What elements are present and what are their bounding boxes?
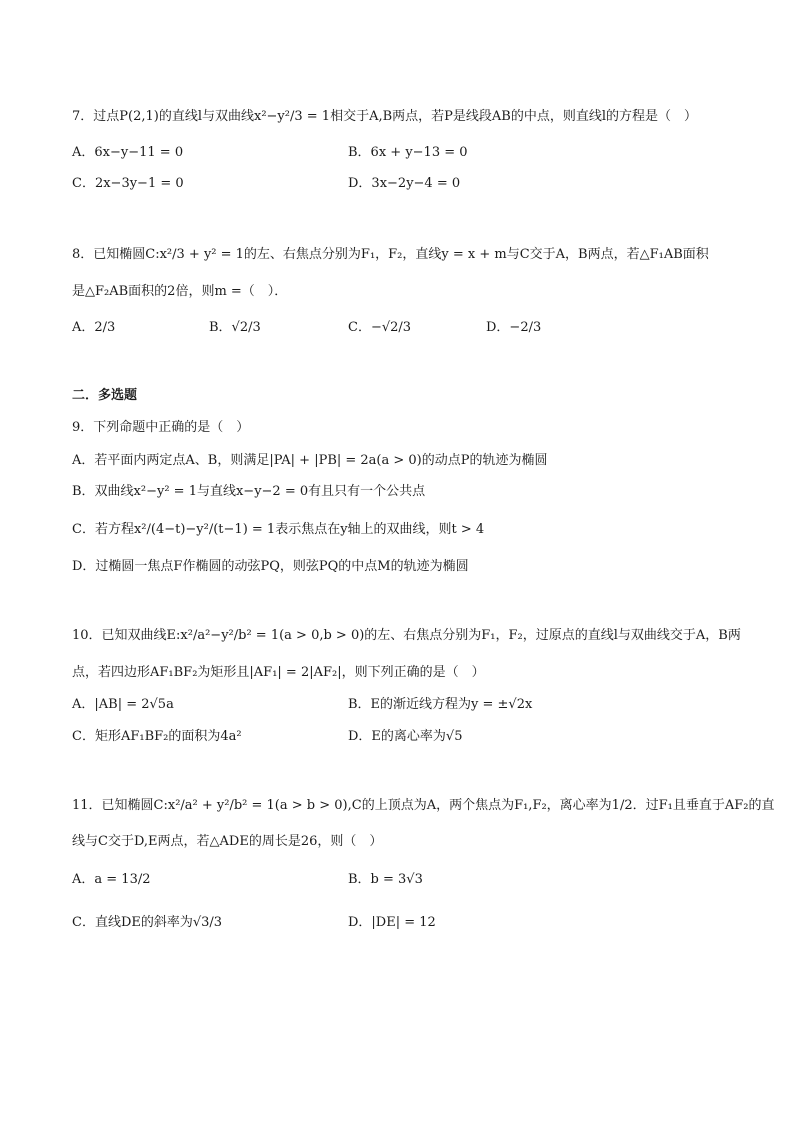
question-8-stem-line1: 8．已知椭圆C:x²/3 + y² = 1的左、右焦点分别为F₁，F₂，直线y = x + m与C交于A，B两点，若△F₁AB面积 — [72, 247, 709, 262]
section-heading-multiple-choice: 二．多选题 — [72, 388, 138, 403]
question-7-option-c: C．2x−3y−1 = 0 — [72, 176, 184, 191]
question-8-option-c: C．−√2/3 — [348, 320, 412, 335]
question-10-option-b: B．E的渐近线方程为y = ±√2x — [348, 697, 533, 712]
question-11-option-c: C．直线DE的斜率为√3/3 — [72, 915, 223, 930]
question-11-option-a: A．a = 13/2 — [72, 872, 151, 887]
question-11-option-d: D．|DE| = 12 — [348, 915, 436, 930]
question-7-option-a: A．6x−y−11 = 0 — [72, 145, 184, 160]
question-9-stem: 9．下列命题中正确的是（ ） — [72, 420, 250, 435]
question-9-option-a: A．若平面内两定点A、B，则满足|PA| + |PB| = 2a(a > 0)的动点P的轨迹为椭圆 — [72, 453, 548, 468]
question-10-stem-line2: 点，若四边形AF₁BF₂为矩形且|AF₁| = 2|AF₂|，则下列正确的是（ ） — [72, 665, 485, 680]
question-8-option-d: D．−2/3 — [486, 320, 542, 335]
question-7-option-b: B．6x + y−13 = 0 — [348, 145, 468, 160]
question-7-option-d: D．3x−2y−4 = 0 — [348, 176, 461, 191]
question-9-option-c: C．若方程x²/(4−t)−y²/(t−1) = 1表示焦点在y轴上的双曲线，则t > 4 — [72, 522, 485, 537]
question-9-option-d: D．过椭圆一焦点F作椭圆的动弦PQ，则弦PQ的中点M的轨迹为椭圆 — [72, 559, 469, 574]
question-10-option-a: A．|AB| = 2√5a — [72, 697, 174, 712]
question-10-option-c: C．矩形AF₁BF₂的面积为4a² — [72, 729, 242, 744]
question-8-option-b: B．√2/3 — [209, 320, 261, 335]
question-10-stem-line1: 10．已知双曲线E:x²/a²−y²/b² = 1(a > 0,b > 0)的左、右焦点分别为F₁，F₂，过原点的直线l与双曲线交于A，B两 — [72, 628, 741, 643]
question-10-option-d: D．E的离心率为√5 — [348, 729, 463, 744]
question-11-stem-line2: 线与C交于D,E两点，若△ADE的周长是26，则（ ） — [72, 834, 383, 849]
question-8-option-a: A．2/3 — [72, 320, 116, 335]
question-8-stem-line2: 是△F₂AB面积的2倍，则m =（ ）． — [72, 284, 288, 299]
question-9-option-b: B．双曲线x²−y² = 1与直线x−y−2 = 0有且只有一个公共点 — [72, 484, 426, 499]
question-11-option-b: B．b = 3√3 — [348, 872, 423, 887]
question-7-stem: 7．过点P(2,1)的直线l与双曲线x²−y²/3 = 1相交于A,B两点，若P是线段AB的中点，则直线l的方程是（ ） — [72, 109, 697, 124]
question-11-stem-line1: 11．已知椭圆C:x²/a² + y²/b² = 1(a > b > 0),C的上顶点为A，两个焦点为F₁,F₂，离心率为1/2．过F₁且垂直于AF₂的直 — [72, 798, 775, 813]
